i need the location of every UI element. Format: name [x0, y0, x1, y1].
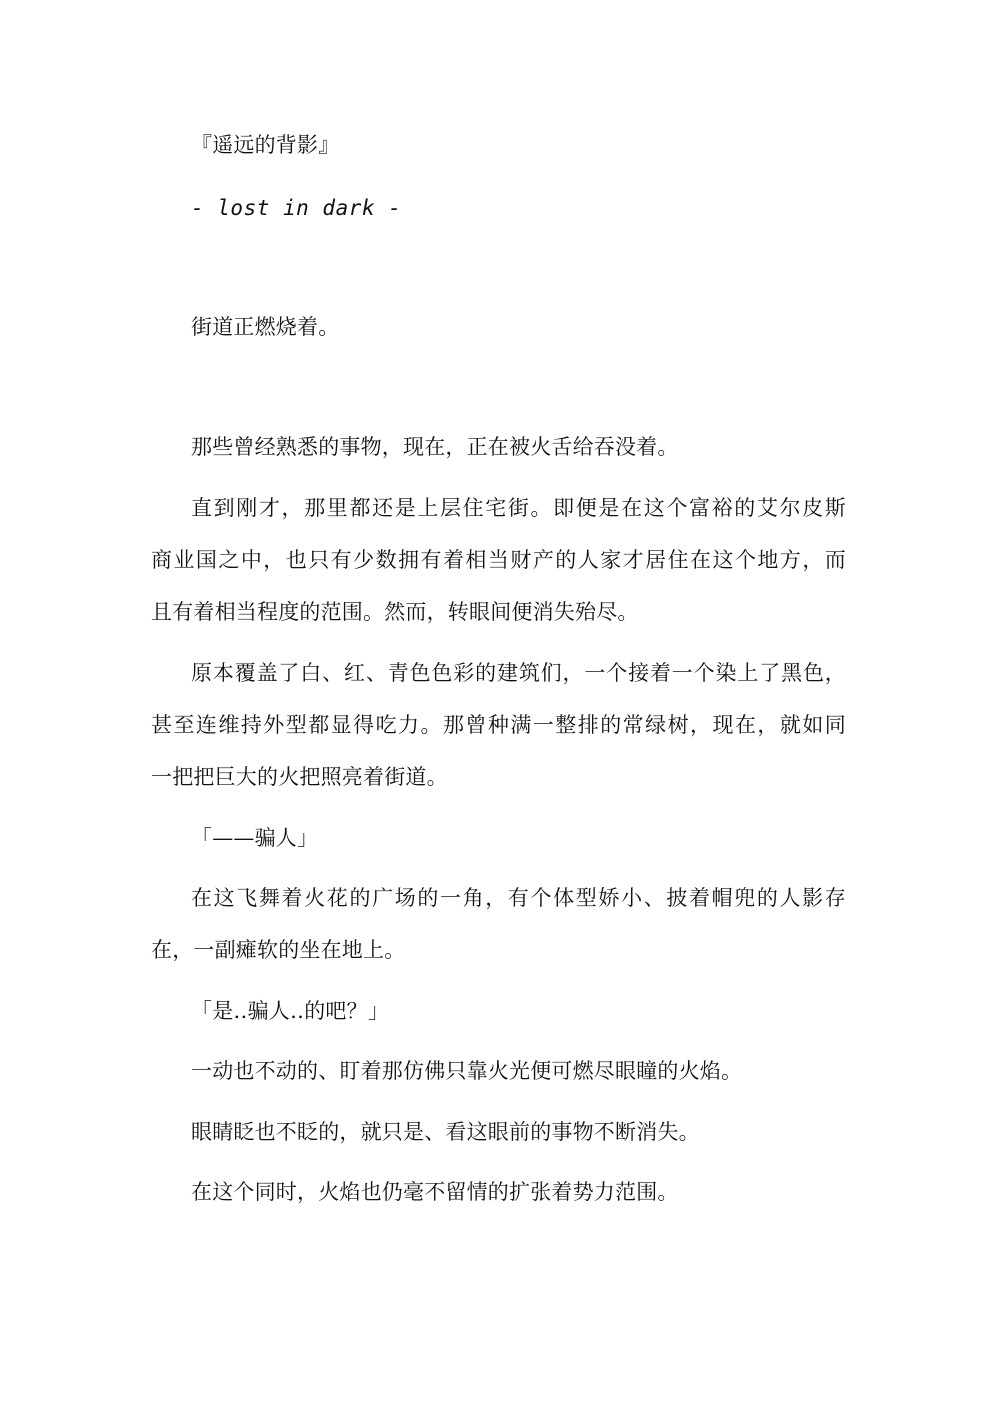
- paragraph-line: 眼睛眨也不眨的，就只是、看这眼前的事物不断消失。: [191, 1120, 700, 1144]
- paragraph-line: 且有着相当程度的范围。然而，转眼间便消失殆尽。: [151, 600, 639, 624]
- dialogue-line: 「是‥骗人‥的吧？」: [191, 999, 390, 1023]
- paragraph-line: 直到刚才，那里都还是上层住宅街。即便是在这个富裕的艾尔皮斯: [191, 496, 846, 520]
- paragraph-line: 一把把巨大的火把照亮着街道。: [151, 765, 448, 789]
- paragraph-line: 在这个同时，火焰也仍毫不留情的扩张着势力范围。: [191, 1180, 679, 1204]
- paragraph-line: 原本覆盖了白、红、青色色彩的建筑们，一个接着一个染上了黑色，: [191, 661, 846, 685]
- paragraph-line: 甚至连维持外型都显得吃力。那曾种满一整排的常绿树，现在，就如同: [151, 713, 846, 737]
- paragraph-line: 街道正燃烧着。: [191, 315, 340, 339]
- paragraph-line: 那些曾经熟悉的事物，现在，正在被火舌给吞没着。: [191, 435, 679, 459]
- paragraph-line: 在，一副瘫软的坐在地上。: [151, 938, 406, 962]
- paragraph-line: 一动也不动的、盯着那仿佛只靠火光便可燃尽眼瞳的火焰。: [191, 1059, 743, 1083]
- chapter-subtitle: - lost in dark -: [191, 196, 402, 220]
- dialogue-line: 「——骗人」: [191, 826, 319, 850]
- paragraph-line: 在这飞舞着火花的广场的一角，有个体型娇小、披着帽兜的人影存: [191, 886, 846, 910]
- paragraph-line: 商业国之中，也只有少数拥有着相当财产的人家才居住在这个地方，而: [151, 548, 846, 572]
- chapter-title: 『遥远的背影』: [191, 133, 340, 157]
